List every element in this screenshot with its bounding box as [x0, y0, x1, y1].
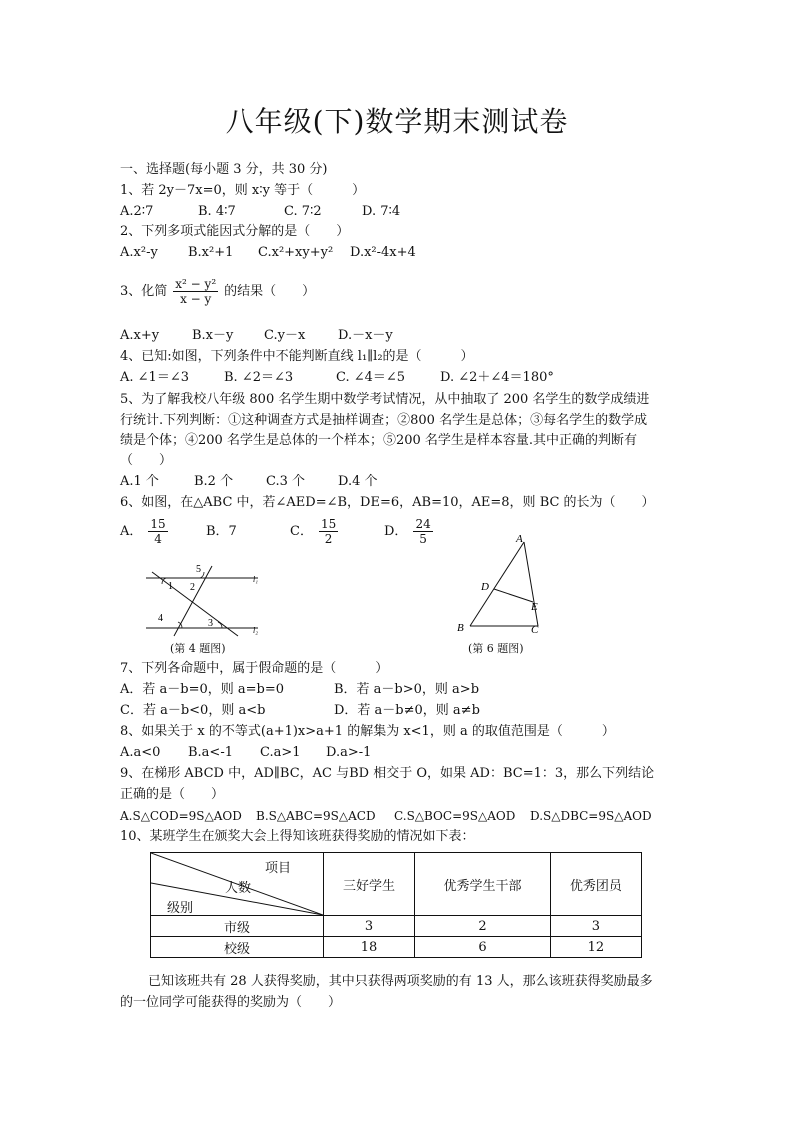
- table-header-row: [151, 853, 642, 916]
- q6-option-c-denominator: 2: [324, 532, 333, 546]
- table-row: [151, 916, 642, 937]
- fig4-label-4: 4: [158, 613, 163, 624]
- fig6-label-e: E: [531, 601, 538, 613]
- table-cell: 3: [550, 916, 641, 937]
- fig4-label-1: 1: [168, 581, 173, 592]
- q6-option-d: [384, 514, 439, 550]
- question-5-line-1: 5、为了解我校八年级 800 名学生期中数学考试情况，从中抽取了 200 名学生的数学成绩进: [120, 392, 650, 407]
- q3-stem-suffix: 的结果（ ）: [224, 284, 316, 299]
- q3-option-c: C.y－x: [264, 328, 306, 343]
- q6-option-c-fraction: [319, 517, 338, 546]
- q8-option-c: C.a>1: [260, 745, 301, 760]
- fig4-transversal-1: [174, 566, 212, 636]
- fig6-label-b: B: [457, 622, 464, 634]
- q4-option-c: C. ∠4＝∠5: [336, 370, 406, 385]
- table-header-cell: 三好学生: [324, 853, 415, 916]
- row-label: 市级: [151, 916, 324, 937]
- fig6-label-c: C: [531, 624, 539, 636]
- row-label: 校级: [151, 937, 324, 958]
- q9-option-c: C.S△BOC=9S△AOD: [394, 809, 516, 823]
- question-1-stem: 1、若 2y－7x=0，则 x∶y 等于（ ）: [120, 183, 366, 198]
- corner-label-count: 人数: [225, 881, 252, 896]
- page-title: 八年级(下)数学期末测试卷: [225, 105, 569, 138]
- q3-fraction-numerator: x² − y²: [175, 277, 217, 291]
- q5-option-c: C.3 个: [266, 474, 306, 489]
- fig4-label-l2: l₂: [253, 626, 259, 635]
- q5-option-a: A.1 个: [120, 474, 159, 489]
- table-row: [151, 937, 642, 958]
- q6-option-d-label: D．: [384, 524, 408, 539]
- q8-option-d: D.a>-1: [326, 745, 372, 760]
- corner-label-item: 项目: [264, 861, 291, 876]
- table-cell: 3: [324, 916, 415, 937]
- q6-option-a-label: A．: [120, 524, 143, 539]
- q6-option-a: [120, 514, 174, 550]
- q6-option-d-denominator: 5: [419, 532, 427, 546]
- q6-option-a-fraction: [148, 517, 167, 546]
- q1-option-b: B. 4∶7: [198, 204, 236, 219]
- q1-option-a: A.2∶7: [120, 204, 154, 219]
- q7-option-a: A．若 a－b=0，则 a=b=0: [120, 682, 285, 697]
- fig4-arc-3: [218, 622, 222, 628]
- q7-option-b: B．若 a－b>0，则 a>b: [334, 682, 480, 697]
- q7-option-c: C．若 a－b<0，则 a<b: [120, 703, 266, 718]
- table-header-cell: 优秀学生干部: [415, 853, 551, 916]
- awards-table: [150, 852, 642, 958]
- fig6-side-ac: [524, 542, 538, 626]
- q5-option-b: B.2 个: [194, 474, 234, 489]
- q3-stem-prefix: 3、化简: [120, 284, 168, 299]
- q6-option-d-numerator: 24: [415, 517, 431, 531]
- q3-option-b: B.x－y: [192, 328, 234, 343]
- figure-6-triangle: [452, 530, 552, 636]
- q6-option-b: B．7: [206, 524, 237, 539]
- fig4-transversal-2: [152, 572, 238, 636]
- table-cell: 18: [324, 937, 415, 958]
- section-heading: 一、选择题(每小题 3 分，共 30 分): [120, 162, 328, 177]
- figure-4-parallel-lines: [140, 560, 270, 638]
- q8-option-a: A.a<0: [120, 745, 161, 760]
- figure-6-caption: (第 6 题图): [468, 642, 524, 655]
- q2-option-c: C.x²+xy+y²: [258, 245, 334, 260]
- question-7-stem: 7、下列各命题中，属于假命题的是（ ）: [120, 661, 389, 676]
- corner-label-level: 级别: [167, 901, 194, 916]
- q4-option-d: D. ∠2＋∠4＝180°: [440, 370, 554, 385]
- fig6-segment-de: [494, 589, 533, 602]
- q7-option-d: D．若 a－b≠0，则 a≠b: [334, 703, 480, 718]
- q2-option-b: B.x²+1: [188, 245, 234, 260]
- question-10-followup-line-1: 已知该班共有 28 人获得奖励，其中只获得两项奖励的有 13 人，那么该班获得奖励最多: [148, 974, 653, 989]
- q6-option-c-label: C．: [290, 524, 313, 539]
- question-2-stem: 2、下列多项式能因式分解的是（ ）: [120, 224, 350, 239]
- q6-option-a-denominator: 4: [154, 532, 162, 546]
- q1-option-c: C. 7∶2: [284, 204, 322, 219]
- q4-option-b: B. ∠2＝∠3: [224, 370, 294, 385]
- question-10-stem: 10、某班学生在颁奖大会上得知该班获得奖励的情况如下表：: [120, 829, 475, 844]
- q5-option-d: D.4 个: [338, 474, 378, 489]
- q8-option-b: B.a<-1: [188, 745, 233, 760]
- fig4-label-l1: l₁: [253, 575, 259, 584]
- question-5-line-2: 行统计.下列判断：①这种调查方式是抽样调查；②800 名学生是总体；③每名学生的数学成: [120, 413, 648, 428]
- q9-option-a: A.S△COD=9S△AOD: [120, 809, 242, 823]
- q3-fraction-denominator: x − y: [180, 292, 212, 306]
- question-6-stem: 6、如图，在△ABC 中，若∠AED=∠B，DE=6，AB=10，AE=8，则 BC 的长为（ ）: [120, 495, 655, 510]
- q6-option-c: [290, 514, 344, 550]
- table-cell: 2: [415, 916, 551, 937]
- q4-option-a: A. ∠1＝∠3: [120, 370, 189, 385]
- q6-option-c-numerator: 15: [320, 517, 337, 531]
- q9-option-d: D.S△DBC=9S△AOD: [530, 809, 652, 823]
- fig6-side-ab: [470, 542, 524, 626]
- question-4-stem: 4、已知:如图，下列条件中不能判断直线 l₁∥l₂的是（ ）: [120, 349, 474, 364]
- table-corner-cell: [151, 853, 324, 916]
- figure-4-caption: (第 4 题图): [170, 642, 226, 655]
- question-3-stem: [120, 276, 315, 308]
- q3-option-a: A.x+y: [120, 328, 160, 343]
- fig6-label-d: D: [481, 581, 489, 593]
- question-5-line-3: 绩是个体；④200 名学生是总体的一个样本；⑤200 名学生是样本容量.其中正确的判断有: [120, 433, 638, 448]
- q3-fraction: [173, 277, 218, 306]
- question-9-line-2: 正确的是（ ）: [120, 787, 225, 802]
- q2-option-d: D.x²-4x+4: [350, 245, 416, 260]
- fig4-label-5: 5: [196, 564, 201, 575]
- fig4-label-2: 2: [190, 582, 195, 593]
- question-9-line-1: 9、在梯形 ABCD 中，AD∥BC，AC 与BD 相交于 O，如果 AD：BC=1：3，那么下列结论: [120, 766, 655, 781]
- q9-option-b: B.S△ABC=9S△ACD: [256, 809, 376, 823]
- q2-option-a: A.x²-y: [120, 245, 158, 260]
- q6-option-a-numerator: 15: [150, 517, 166, 531]
- table-cell: 12: [550, 937, 641, 958]
- table-cell: 6: [415, 937, 551, 958]
- fig4-label-3: 3: [208, 618, 213, 629]
- question-10-followup-line-2: 的一位同学可能获得的奖励为（ ）: [120, 995, 342, 1010]
- q3-option-d: D.－x－y: [338, 328, 393, 343]
- fig6-label-a: A: [516, 533, 523, 545]
- question-5-line-4: （ ）: [120, 453, 173, 468]
- table-header-cell: 优秀团员: [550, 853, 641, 916]
- q6-option-d-fraction: [413, 517, 432, 546]
- q1-option-d: D. 7∶4: [362, 204, 401, 219]
- question-8-stem: 8、如果关于 x 的不等式(a+1)x>a+1 的解集为 x<1，则 a 的取值范围是（ ）: [120, 724, 615, 739]
